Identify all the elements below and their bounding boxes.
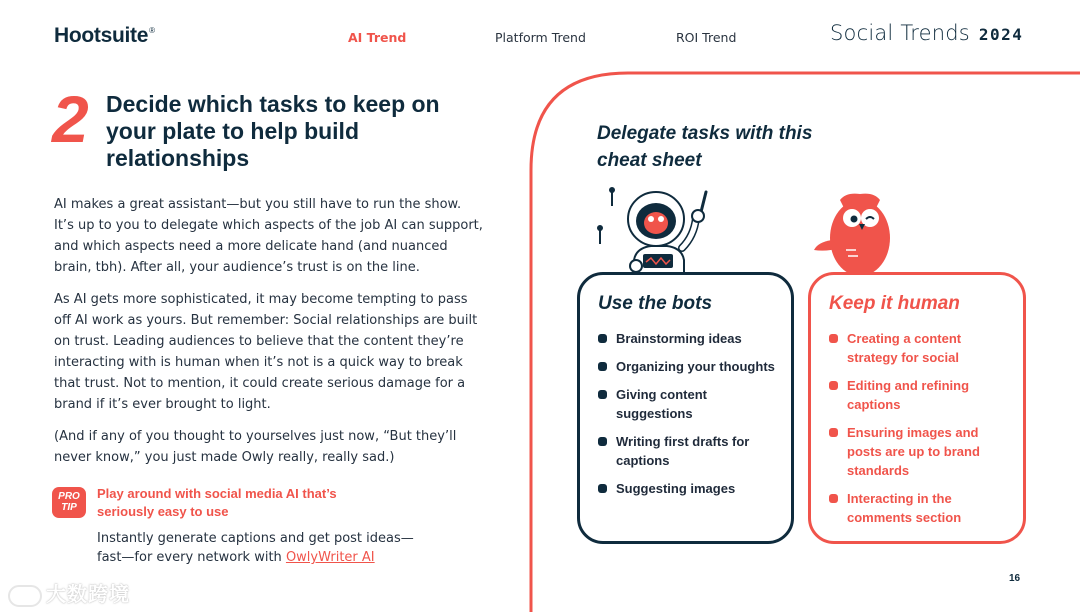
human-item-editing: Editing and refining captions — [829, 376, 1014, 414]
human-task-list — [829, 329, 1014, 536]
section-number: 2 — [52, 82, 89, 156]
cheat-sheet-title: Delegate tasks with this cheat sheet — [597, 123, 813, 171]
bots-item-suggesting-images: Suggesting images — [598, 479, 783, 498]
watermark-text: 大数跨境 — [46, 582, 130, 606]
owlywriter-link[interactable]: OwlyWriter AI — [285, 550, 375, 565]
pro-tip-badge-icon — [52, 487, 86, 518]
human-item-brand-standards: Ensuring images and posts are up to brand standards — [829, 423, 1014, 480]
bots-card-title: Use the bots — [598, 293, 713, 314]
robot-owl-illustration — [596, 186, 722, 278]
nav-roi-trend[interactable]: ROI Trend — [676, 30, 737, 45]
pro-tip-badge-line1: PRO — [58, 491, 80, 502]
watermark-logo-icon — [8, 585, 42, 607]
keep-it-human-card — [808, 272, 1026, 544]
bots-item-brainstorming: Brainstorming ideas — [598, 329, 783, 348]
report-year: 2024 — [978, 25, 1024, 44]
bots-item-content-suggestions: Giving content suggestions — [598, 385, 783, 423]
registered-mark: ® — [149, 26, 155, 35]
owl-mascot-illustration — [812, 190, 894, 276]
nav-ai-trend[interactable]: AI Trend — [348, 30, 407, 45]
human-item-content-strategy: Creating a content strategy for social — [829, 329, 1014, 367]
human-card-title: Keep it human — [829, 293, 960, 314]
section-heading: Decide which tasks to keep on your plate to help build relationships — [106, 91, 440, 171]
pro-tip-text: Instantly generate captions and get post ideas—fast—for every network with — [97, 531, 414, 565]
body-paragraph-3: (And if any of you thought to yourselves just now, “But they’ll never know,” you just made Owly really, really sad.) — [54, 429, 457, 465]
nav-platform-trend[interactable]: Platform Trend — [495, 30, 586, 45]
report-title — [830, 21, 1023, 45]
logo-text: Hootsuite — [54, 24, 149, 47]
body-paragraph-2: As AI gets more sophisticated, it may become tempting to pass off AI work as yours. But remember: Social relationships are built on trust. Leading audiences to believe that the content they’re interacting with is human when it’s not is a quick way to break that trust. Not to mention, it could create serious damage for a brand if it’s ever brought to light. — [54, 292, 478, 412]
bots-task-list — [598, 329, 783, 507]
bots-item-organizing: Organizing your thoughts — [598, 357, 783, 376]
pro-tip-badge-line2: TIP — [61, 502, 77, 513]
watermark — [8, 578, 130, 607]
human-item-comments: Interacting in the comments section — [829, 489, 1014, 527]
body-paragraph-1: AI makes a great assistant—but you still have to run the show. It’s up to you to delegate which aspects of the job AI can support, and which aspects need a more delicate hand (and nuanced brain, tbh). After all, your audience’s trust is on the line. — [54, 197, 483, 275]
page-number: 16 — [1009, 573, 1021, 584]
report-title-text: Social Trends — [830, 21, 970, 45]
use-the-bots-card — [577, 272, 794, 544]
pro-tip-body — [97, 529, 417, 567]
pro-tip-title: Play around with social media AI that’s seriously easy to use — [97, 486, 337, 519]
bots-item-first-drafts: Writing first drafts for captions — [598, 432, 783, 470]
hootsuite-logo[interactable] — [54, 24, 155, 48]
